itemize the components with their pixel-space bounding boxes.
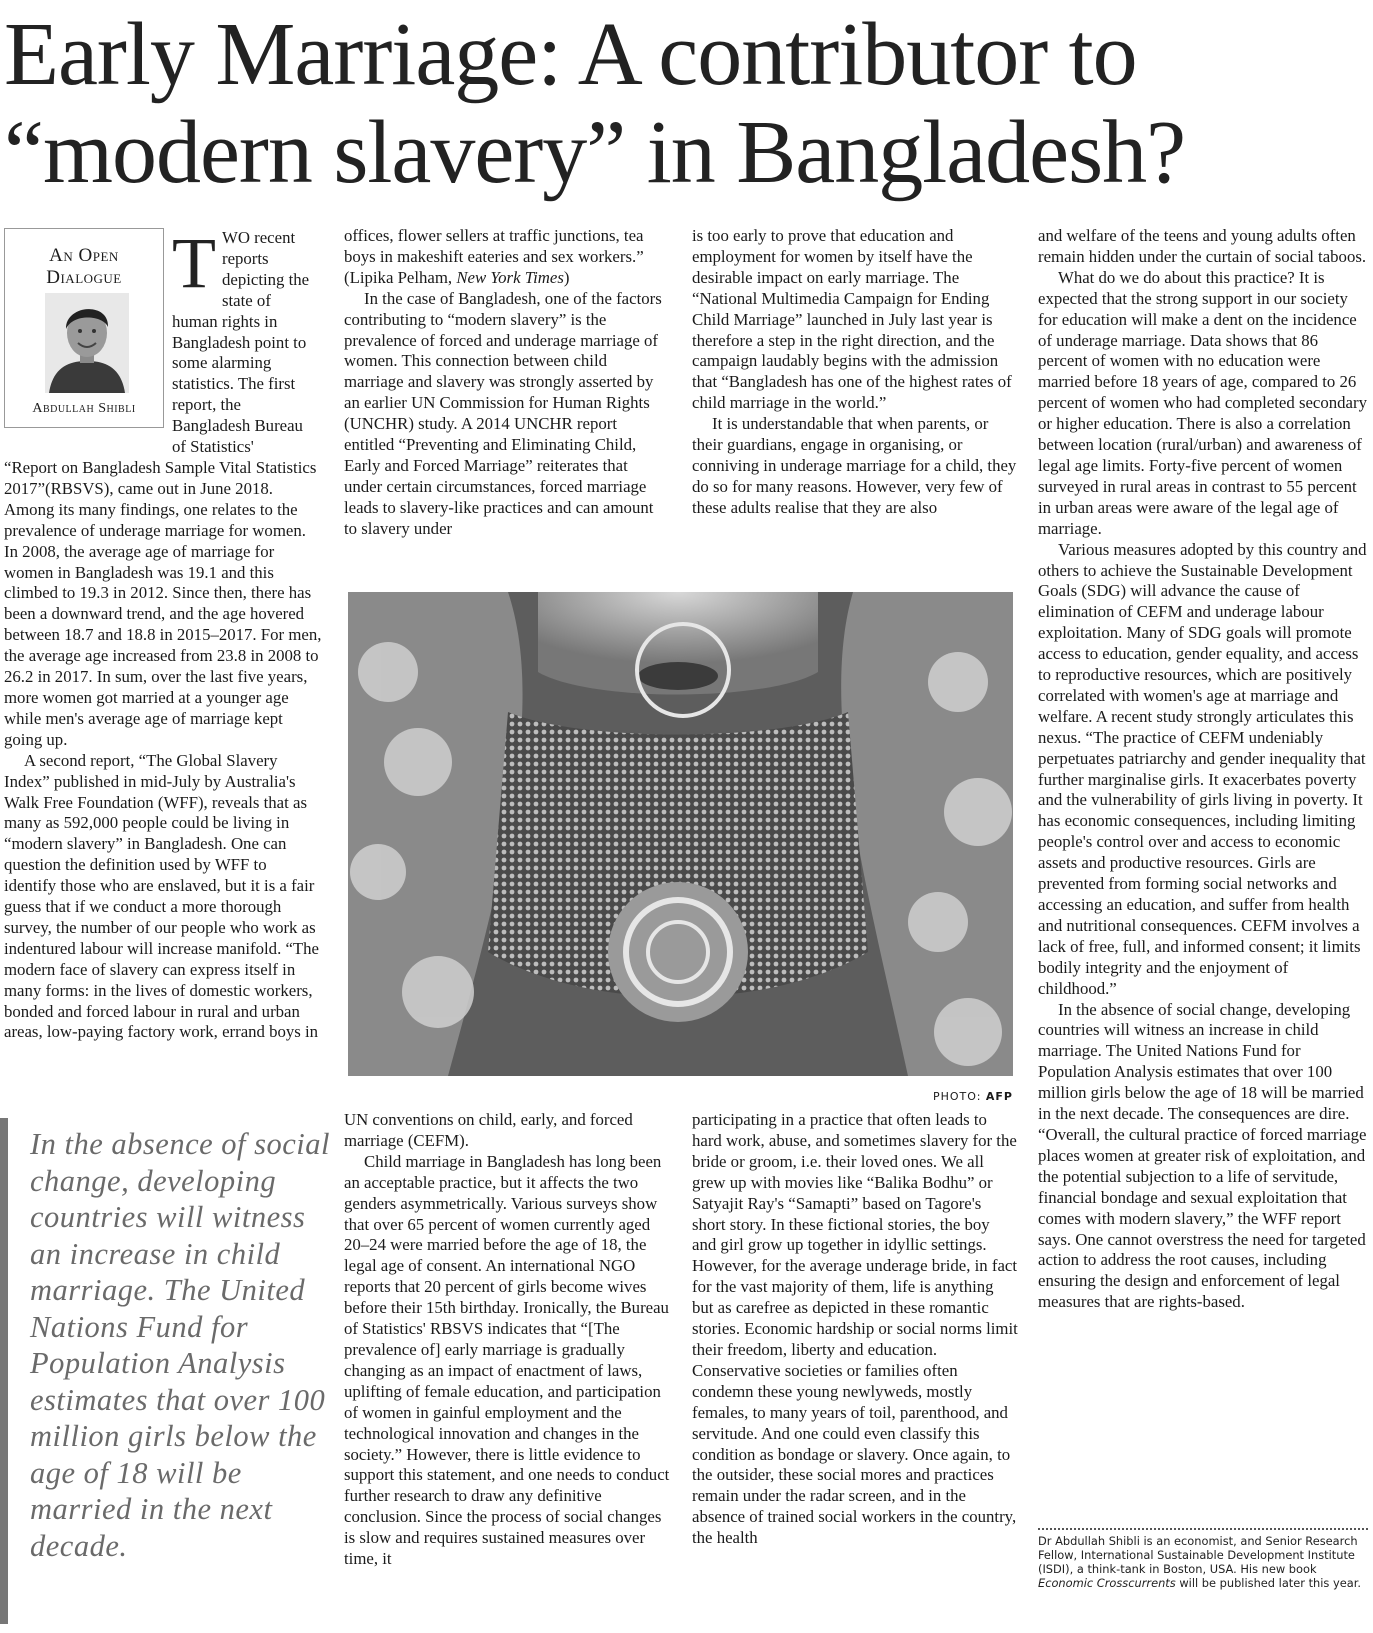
article-column-1-top xyxy=(172,223,320,458)
column-kicker xyxy=(5,245,163,289)
article-column-1 xyxy=(4,458,322,1043)
paragraph: UN conventions on child, early, and forced marriage (CEFM). xyxy=(344,1110,633,1150)
paragraph: participating in a practice that often leads to hard work, abuse, and sometimes slavery for the bride or groom, i.e. their loved ones. We all grew up with movies like “Balika Bodhu” or Satyajit Ray's “Samapti” based on Tagore's short story. In these fictional stories, the boy and girl grow up together in idyllic settings. However, for the average underage bride, in fact for the vast majority of them, life is anything but as carefree as depicted in these romantic stories. Economic hardship or social norms limit their freedom, liberty and education. Conservative societies or families often condemn these young newlyweds, mostly females, to many years of toil, parenthood, and servitude. And one could even classify this condition as bondage or slavery. Once again, to the outsider, these social mores and practices remain under the radar screen, and in the absence of trained social workers in the country, the health xyxy=(692,1110,1018,1548)
paragraph: “Report on Bangladesh Sample Vital Statistics 2017”(RBSVS), came out in June 2018. Among its many findings, one relates to the prevalence of underage marriage for women. In 2008, the average age of marriage for women in Bangladesh was 19.1 and this climbed to 19.3 in 2012. Since then, there has been a downward trend, and the age hovered between 18.7 and 18.8 in 2015–2017. For men, the average age increased from 23.8 in 2008 to 26.2 in 2017. In sum, over the last five years, more women got married at a younger age while men's average age of marriage kept going up. xyxy=(4,458,322,749)
pull-quote-text: In the absence of social change, developing countries will witness an increase in child marriage. The United Nations Fund for Population Analysis estimates that over 100 million girls below the age of 18 will be married in the next decade. xyxy=(30,1127,330,1563)
column-author-box xyxy=(4,228,164,428)
paragraph: Child marriage in Bangladesh has long been an acceptable practice, but it affects the two genders asymmetrically. Various surveys show that over 65 percent of women currently aged 20–24 were married before the age of 18, the legal age of consent. An international NGO reports that 20 percent of girls become wives before their 15th birthday. Ironically, the Bureau of Statistics' RBSVS indicates that “[The prevalence of] early marriage is gradually changing as an impact of enactment of laws, uplifting of female education, and participation of women in gainful employment and the technological innovation and changes in the society.” However, there is little evidence to support this statement, and one needs to conduct further research to draw any definitive conclusion. Since the process of social changes is slow and requires sustained measures over time, it xyxy=(344,1151,670,1569)
bio-divider xyxy=(1038,1528,1368,1530)
paragraph: In the absence of social change, developing countries will witness an increase in child marriage. The United Nations Fund for Population Analysis estimates that over 100 million girls below the age of 18 will be married in the next decade. The consequences are dire. “Overall, the cultural practice of forced marriage places women at greater risk of exploitation, and the potential subjection to a life of servitude, financial bondage and sexual exploitation that comes with modern slavery,” the WFF report says. One cannot overstress the need for targeted action to address the root causes, including ensuring the design and enforcement of legal measures that are rights-based. xyxy=(1038,999,1367,1312)
author-byline: Abdullah Shibli xyxy=(32,401,136,416)
article-column-2-top xyxy=(344,226,670,540)
paragraph: It is understandable that when parents, or their guardians, engage in organising, or conniving in underage marriage for a child, they do so for many reasons. However, very few of these adults realise that they are also xyxy=(692,414,1017,517)
kicker-line-2: Dialogue xyxy=(46,267,122,288)
headline-line-1: Early Marriage: A contributor to xyxy=(4,5,1137,104)
paragraph-text: offices, flower sellers at traffic junctions, tea boys in makeshift eateries and sex workers.” (Lipika Pelham, xyxy=(344,226,644,287)
paragraph: and welfare of the teens and young adults often remain hidden under the curtain of social taboos. xyxy=(1038,226,1367,266)
book-title: Economic Crosscurrents xyxy=(1038,1576,1176,1590)
source-name: New York Times xyxy=(456,267,564,287)
article-photo xyxy=(348,592,1013,1076)
drop-cap: T xyxy=(172,223,216,303)
pull-quote xyxy=(0,1118,334,1624)
opening-text: WO recent reports depicting the state of human rights in Bangladesh point to some alarming statistics. The first report, the Bangladesh Bureau of Statistics' xyxy=(172,228,310,457)
author-bio-end: will be published later this year. xyxy=(1175,1576,1361,1590)
article-column-3-top xyxy=(692,226,1018,519)
article-column-2-bottom xyxy=(344,1110,670,1570)
paragraph: A second report, “The Global Slavery Index” published in mid-July by Australia's Walk Free Foundation (WFF), reveals that as many as 592,000 people could be living in “modern slavery” in Bangladesh. One can question the definition used by WFF to identify those who are enslaved, but it is a fair guess that if we conduct a more thorough survey, the number of our people who work as indentured labour will increase manifold. “The modern face of slavery can express itself in many forms: in the lives of domestic workers, bonded and forced labour in rural and urban areas, low-paying factory work, errand boys in xyxy=(4,750,320,1042)
paragraph: is too early to prove that education and employment for women by itself have the desirable impact on early marriage. The “National Multimedia Campaign for Ending Child Marriage” launched in July last year is therefore a step in the right direction, and the campaign laudably begins with the admission that “Bangladesh has one of the highest rates of child marriage in the world.” xyxy=(692,226,1012,413)
paragraph: Various measures adopted by this country and others to achieve the Sustainable Development Goals (SDG) will advance the cause of elimination of CEFM and underage labour exploitation. Many of SDG goals will promote access to education, gender equality, and access to reproductive resources, which are positively correlated with women's age at marriage and welfare. A recent study strongly articulates this nexus. “The practice of CEFM undeniably perpetuates patriarchy and gender inequality that further marginalise girls. It exacerbates poverty and the vulnerability of girls living in poverty. It has economic consequences, including limiting people's control over and access to economic assets and productive resources. Girls are prevented from forming social networks and accessing an education, and suffer from health and nutritional consequences. CEFM involves a lack of free, full, and informed consent; it limits bodily integrity and the enjoyment of childhood.” xyxy=(1038,539,1367,998)
paragraph: In the case of Bangladesh, one of the factors contributing to “modern slavery” is the prevalence of forced and underage marriage of women. This connection between child marriage and slavery was strongly asserted by an earlier UN Commission for Human Rights (UNCHR) study. A 2014 UNCHR report entitled “Preventing and Eliminating Child, Early and Forced Marriage” reiterates that under certain circumstances, forced marriage leads to slavery-like practices and can amount to slavery under xyxy=(344,288,662,538)
paragraph: What do we do about this practice? It is expected that the strong support in our society for education will make a dent on the incidence of underage marriage. Data shows that 86 percent of women with no education were married before 18 years of age, compared to 26 percent of women who had completed secondary or higher education. There is also a correlation between location (rural/urban) and awareness of legal age limits. Forty-five percent of women surveyed in rural areas in contrast to 55 percent in urban areas were aware of the legal age of marriage. xyxy=(1038,267,1367,538)
headline xyxy=(4,6,1369,202)
photo-credit xyxy=(880,1090,1013,1103)
kicker-line-1: An Open xyxy=(49,245,119,266)
photo-credit-source: AFP xyxy=(985,1090,1013,1103)
article-column-4 xyxy=(1038,226,1368,1313)
photo-credit-label: PHOTO: xyxy=(932,1090,982,1103)
article-column-3-bottom xyxy=(692,1110,1018,1549)
paragraph-text-end: ) xyxy=(563,267,570,287)
author-bio xyxy=(1038,1534,1368,1590)
author-portrait xyxy=(45,293,129,393)
paragraph xyxy=(344,226,670,289)
author-bio-text: Dr Abdullah Shibli is an economist, and Senior Research Fellow, International Sustainable Development Institute (ISDI), a think-tank in Boston, USA. His new book xyxy=(1038,1534,1358,1576)
headline-line-2: “modern slavery” in Bangladesh? xyxy=(4,103,1186,202)
article-opening-paragraph xyxy=(172,223,320,458)
